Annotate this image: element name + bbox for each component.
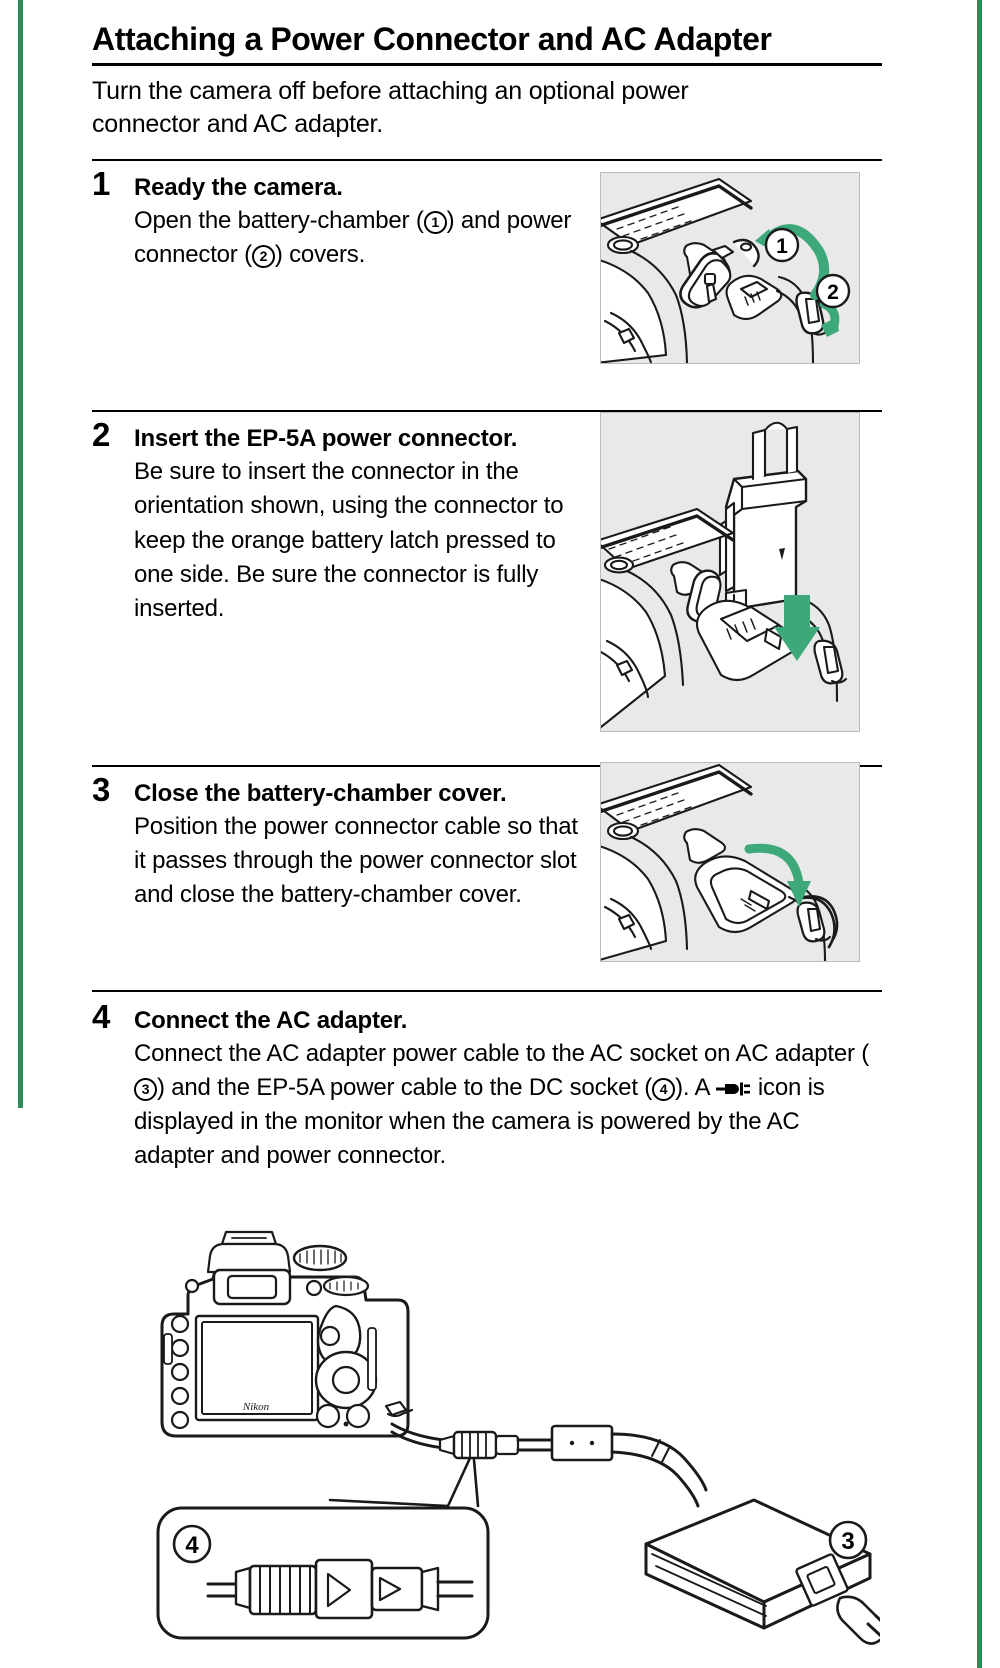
step-3-text: Position the power connector cable so that it passes through the power connector slot and close the battery-chamber cover. [134, 812, 578, 908]
inline-callout-4: 4 [652, 1078, 675, 1101]
step-2-title: Insert the EP-5A power connector. [134, 425, 518, 453]
svg-text:2: 2 [827, 281, 839, 304]
figure-step-1 [600, 172, 860, 364]
step-4-text-b: ) and the EP-5A power cable to the DC socket ( [157, 1074, 653, 1102]
svg-text:1: 1 [776, 235, 788, 258]
step-3-number: 3 [92, 770, 111, 808]
page-edge-rule-left [18, 0, 23, 1108]
intro-paragraph: Turn the camera off before attaching an optional power connector and AC adapter. [92, 77, 689, 139]
page-edge-rule-right [977, 0, 982, 1668]
step-4-text-c: ). A [675, 1074, 716, 1102]
inline-callout-2: 2 [252, 245, 275, 268]
step-divider-4 [92, 990, 882, 992]
step-1-text-b: ) and power connector ( [134, 207, 572, 269]
camera-brand-label: Nikon [242, 1401, 270, 1413]
step-1-number: 1 [92, 165, 111, 203]
step-4-text [134, 1037, 874, 1173]
step-2-number: 2 [92, 416, 111, 454]
step-2-text: Be sure to insert the connector in the orientation shown, using the connector to keep the orange battery latch pressed to one side. Be sure the connector is fully inserted. [134, 458, 564, 622]
step-1-text-c: ) covers. [274, 241, 366, 269]
step-1-text [134, 204, 594, 272]
step-4-text-d: icon is displayed in the monitor when the camera is powered by the AC adapter and power connector. [134, 1074, 825, 1170]
step-1-text-a: Open the battery-chamber ( [134, 207, 424, 235]
step-3-title: Close the battery-chamber cover. [134, 779, 507, 807]
power-connector-icon [716, 1073, 750, 1089]
step-divider-1 [92, 159, 882, 161]
figure-step-4-system-diagram [140, 1208, 880, 1648]
step-4-title: Connect the AC adapter. [134, 1006, 408, 1034]
step-4-number: 4 [92, 997, 111, 1035]
inline-callout-3: 3 [134, 1078, 157, 1101]
diagram-callout-3: 3 [841, 1528, 855, 1555]
diagram-callout-4: 4 [185, 1532, 199, 1559]
figure-step-2 [600, 412, 860, 732]
step-1-title: Ready the camera. [134, 174, 343, 202]
inline-callout-1: 1 [424, 211, 447, 234]
step-4 [92, 997, 882, 1173]
step-4-text-a: Connect the AC adapter power cable to the AC socket on AC adapter ( [134, 1039, 870, 1067]
page-title: Attaching a Power Connector and AC Adapter [92, 0, 882, 66]
figure-step-3 [600, 762, 860, 962]
